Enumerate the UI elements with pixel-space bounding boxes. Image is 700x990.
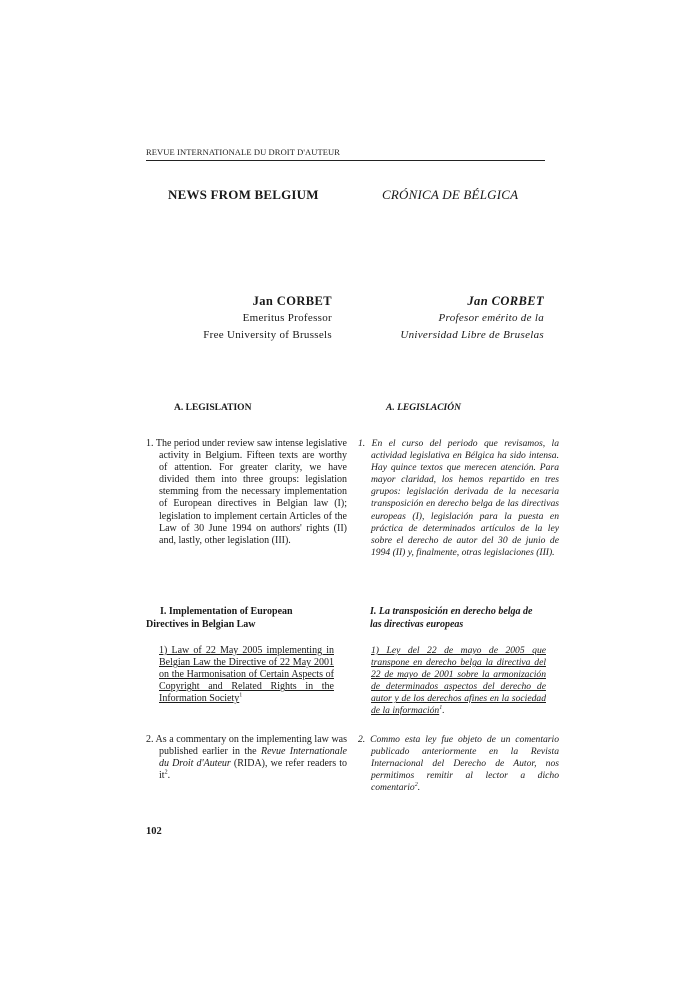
footnote-ref-1-en[interactable]: 1 <box>239 693 243 700</box>
paragraph-1-en: 1. The period under review saw intense legislative activity in Belgium. Fifteen texts are worthy of attention. For greater clarity, we have divided them into three groups: legislation stemming from the necessary implementation of European directives in Belgian law (I); legislation to implement certain Articles of the Law of 30 June 1994 on authors' rights (II) and, lastly, other legislation (III). <box>146 438 347 546</box>
running-head: REVUE INTERNATIONALE DU DROIT D'AUTEUR <box>146 147 341 157</box>
section-heading-es: A. LEGISLACIÓN <box>386 403 461 413</box>
author-role-en: Emeritus Professor <box>242 312 332 324</box>
footnote-ref-2-es[interactable]: 2 <box>414 782 418 789</box>
law-period-es: . <box>442 705 445 717</box>
journal-name-en: Revue Internationale du Droit d'Auteur <box>159 746 347 770</box>
law-title-en: 1) Law of 22 May 2005 implementing in Belgian Law the Directive of 22 May 2001 on the Harmonisation of Certain Aspects of Copyright and Related Rights in the Information Society <box>159 645 334 705</box>
author-affiliation-en: Free University of Brussels <box>203 329 332 341</box>
paragraph-2-en <box>146 734 347 782</box>
law-item-en <box>146 645 334 705</box>
article-title-es: CRÓNICA DE BÉLGICA <box>382 187 519 202</box>
paragraph-2-en-period: . <box>167 770 171 782</box>
author-role-es: Profesor emérito de la <box>438 312 544 324</box>
paragraph-2-es <box>358 734 559 794</box>
author-affiliation-es: Universidad Libre de Bruselas <box>400 329 544 341</box>
page-number: 102 <box>146 826 162 837</box>
law-title-es: 1) Ley del 22 de mayo de 2005 que transpone en derecho belga la directiva del 22 de mayo de 2001 sobre la armonización de determinados aspectos del derecho de autor y de los derechos afines en la sociedad de la información <box>371 645 546 717</box>
author-name-en: Jan CORBET <box>252 294 332 308</box>
paragraph-2-es-text: 2. Commo esta ley fue objeto de un comentario publicado anteriormente en la Revista Internacional del Derecho de Autor, nos permitimos remitir al lector a dicho comentario <box>358 734 559 794</box>
article-title-en: NEWS FROM BELGIUM <box>168 187 319 202</box>
author-name-es: Jan CORBET <box>467 294 544 308</box>
header-rule <box>146 160 545 161</box>
subheading-es: I. La transposición en derecho belga de las directivas europeas <box>370 606 533 630</box>
author-block-en <box>146 293 332 344</box>
section-heading-en: A. LEGISLATION <box>174 403 252 413</box>
paragraph-2-es-period: . <box>417 782 421 794</box>
author-block-es <box>358 293 544 344</box>
footnote-ref-2-en[interactable]: 2 <box>164 769 168 776</box>
footnote-ref-1-es[interactable]: 1 <box>439 705 443 712</box>
paragraph-2-en-start: 2. As a commentary on the implementing law was published earlier in the <box>146 734 347 758</box>
subheading-en: I. Implementation of European Directives in Belgian Law <box>146 606 293 630</box>
paragraph-1-es: 1. En el curso del periodo que revisamos, la actividad legislativa en Bélgica ha sido intensa. Hay quince textos que merecen atención. Para mayor claridad, los hemos repartido en tres grupos: legislación derivada de la necesaria transposición en derecho belga de las directivas europeas (I), legislación para la puesta en práctica de determinados artículos de la ley sobre el derecho de autor del 30 de junio de 1994 (II) y, finalmente, otras legislaciones (III). <box>358 438 559 558</box>
law-item-es <box>358 645 546 718</box>
paragraph-2-en-end: (RIDA), we refer readers to it <box>159 758 348 782</box>
